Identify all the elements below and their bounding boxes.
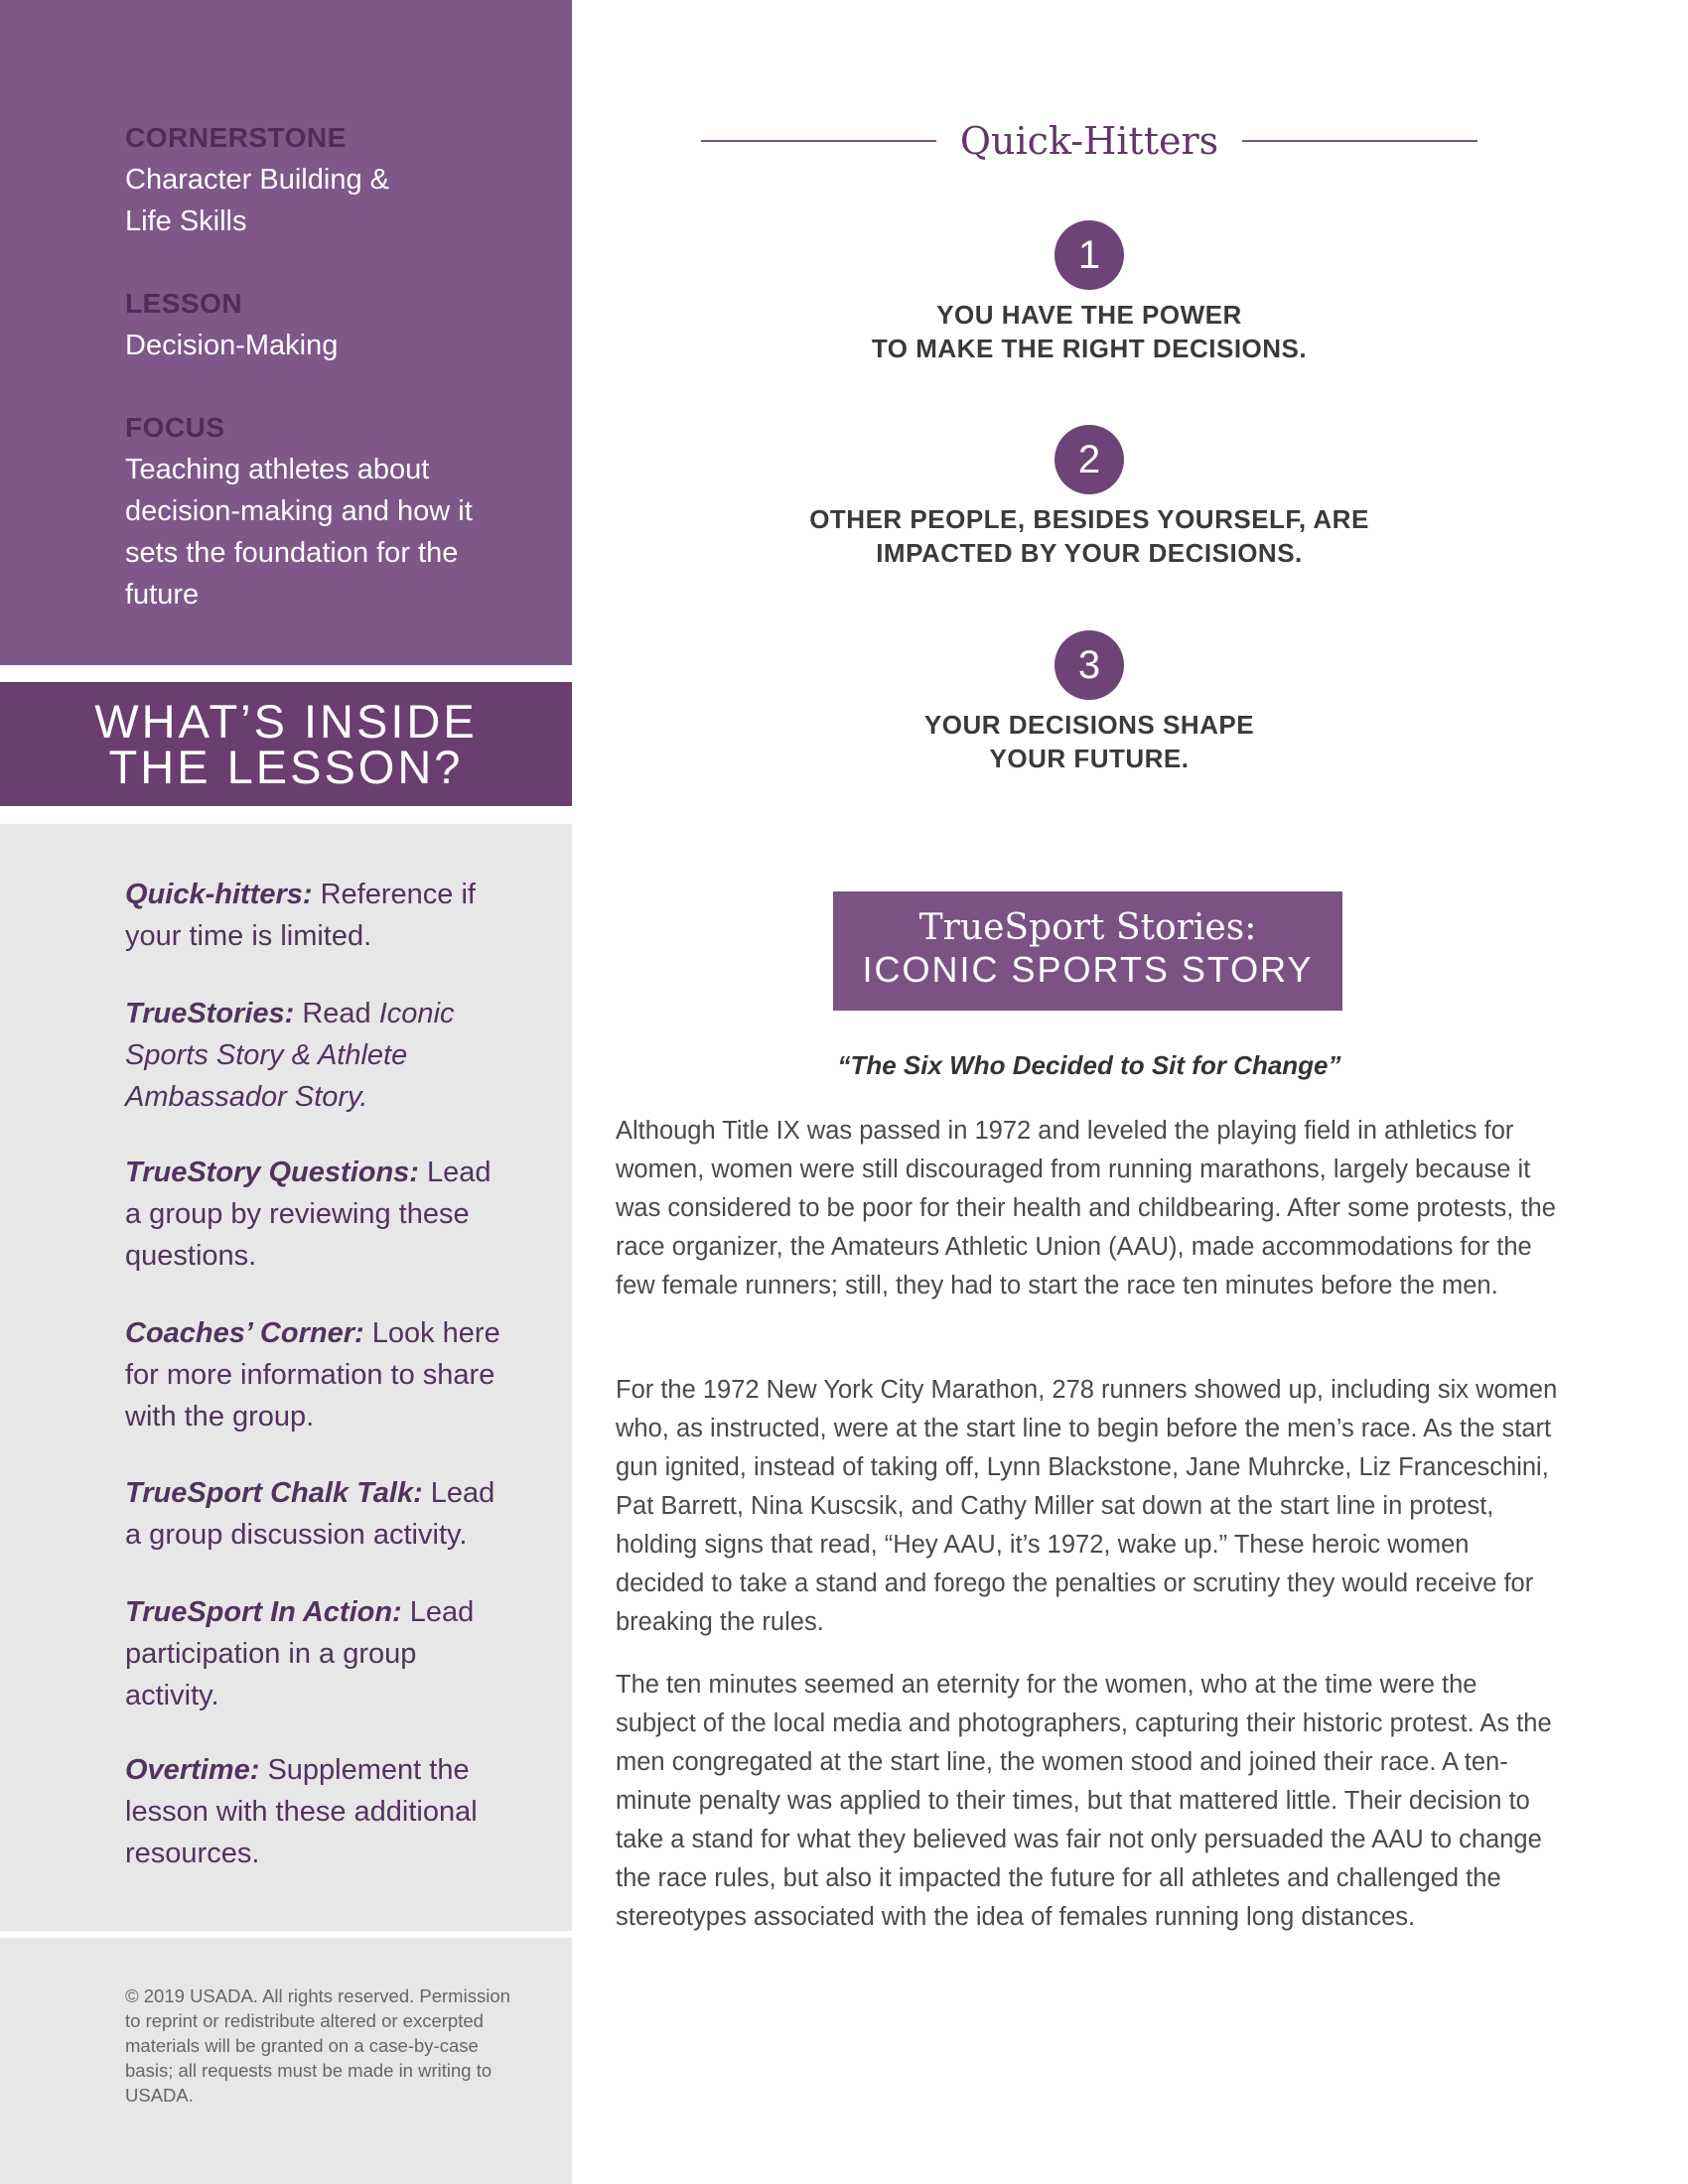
- inside-item-term: Overtime:: [125, 1754, 260, 1786]
- inside-item-text: Look here for more information to share with the group.: [125, 1317, 500, 1433]
- focus-label: FOCUS: [125, 412, 225, 443]
- cornerstone-value: Character Building & Life Skills: [125, 164, 389, 237]
- inside-item-coaches-corner: [125, 1312, 512, 1437]
- inside-item-in-action: [125, 1591, 512, 1716]
- story-paragraph-1: Although Title IX was passed in 1972 and leveled the playing field in athletics for women, women were still discouraged from running marathons, largely because it was considered to be poor for their health and childbearing. After some protests, the race organizer, the Amateurs Athletic Union (AAU), made accommodations for the few female runners; still, they had to start the race ten minutes before the men.: [616, 1117, 1556, 1299]
- inside-item-text: Reference if your time is limited.: [125, 879, 476, 952]
- inside-item-text: Read: [294, 998, 379, 1029]
- story-paragraph-3: The ten minutes seemed an eternity for the women, who at the time were the subject of the local media and photographers, capturing their historic protest. As the men congregated at the start line, the women stood and joined their race. A ten-minute penalty was applied to their times, but that mattered little. Their decision to take a stand for what they believed was fair not only persuaded the AAU to change the race rules, but also it impacted the future for all athletes and challenged the stereotypes associated with the idea of females running long distances.: [616, 1671, 1552, 1931]
- inside-item-text: Lead participation in a group activity.: [125, 1596, 475, 1711]
- lesson-block: [125, 283, 522, 366]
- quick-hitter-2: [701, 425, 1477, 570]
- inside-item-truestories: [125, 993, 512, 1118]
- story-title: “The Six Who Decided to Sit for Change”: [837, 1050, 1341, 1080]
- inside-item-emphasis: Iconic Sports Story & Athlete Ambassador Story.: [125, 998, 455, 1113]
- number-badge: 1: [1055, 220, 1124, 290]
- copyright-notice: © 2019 USADA. All rights reserved. Permission to reprint or redistribute altered or excerpted materials will be granted on a case-by-case basis; all requests must be made in writing to USADA.: [125, 1985, 510, 2106]
- lesson-label: LESSON: [125, 288, 243, 319]
- divider-line-left: [701, 140, 936, 142]
- inside-item-truestory-questions: [125, 1152, 512, 1277]
- quick-hitters-header: [701, 111, 1477, 171]
- inside-item-term: TrueSport Chalk Talk:: [125, 1477, 423, 1509]
- inside-item-term: Quick-hitters:: [125, 879, 313, 910]
- lesson-info-panel: [0, 0, 572, 665]
- quick-hitter-text: YOUR DECISIONS SHAPE YOUR FUTURE.: [923, 710, 1255, 773]
- inside-item-quick-hitters: [125, 874, 512, 957]
- inside-item-overtime: [125, 1749, 512, 1874]
- focus-block: [125, 407, 492, 615]
- quick-hitter-1: [701, 220, 1477, 365]
- quick-hitter-3: [701, 630, 1477, 775]
- focus-value: Teaching athletes about decision-making and how it sets the foundation for the future: [125, 454, 473, 611]
- whats-inside-list: [0, 824, 572, 1931]
- whats-inside-title-line2: THE LESSON?: [108, 740, 464, 793]
- inside-item-term: TrueStories:: [125, 998, 295, 1029]
- divider-line-right: [1242, 140, 1477, 142]
- number-badge: 2: [1055, 425, 1124, 494]
- inside-item-text: Lead a group discussion activity.: [125, 1477, 495, 1551]
- quick-hitters-title: Quick-Hitters: [959, 119, 1219, 163]
- quick-hitter-text: OTHER PEOPLE, BESIDES YOURSELF, ARE IMPACTED BY YOUR DECISIONS.: [809, 504, 1369, 568]
- whats-inside-banner: [0, 682, 572, 806]
- story-paragraph-2: For the 1972 New York City Marathon, 278 runners showed up, including six women who, as instructed, were at the start line to begin before the men’s race. As the start gun ignited, instead of taking off, Lynn Blackstone, Jane Muhrcke, Liz Franceschini, Pat Barrett, Nina Kuscsik, and Cathy Miller sat down at the start line in protest, holding signs that read, “Hey AAU, it’s 1972, wake up.” These heroic women decided to take a stand and forego the penalties or scrutiny they would receive for breaking the rules.: [616, 1376, 1558, 1636]
- cornerstone-block: [125, 117, 522, 242]
- inside-item-text: Lead a group by reviewing these questions.: [125, 1157, 492, 1272]
- number-badge: 3: [1055, 630, 1124, 700]
- inside-item-text: Supplement the lesson with these additional resources.: [125, 1754, 478, 1869]
- lesson-value: Decision-Making: [125, 330, 339, 361]
- quick-hitter-text: YOU HAVE THE POWER TO MAKE THE RIGHT DECISIONS.: [871, 300, 1308, 363]
- inside-item-term: TrueSport In Action:: [125, 1596, 402, 1628]
- stories-banner-title: TrueSport Stories:: [918, 907, 1257, 948]
- inside-item-chalk-talk: [125, 1472, 512, 1556]
- copyright-panel: [0, 1938, 572, 2184]
- whats-inside-title-line1: WHAT’S INSIDE: [94, 694, 478, 748]
- stories-banner-subtitle: ICONIC SPORTS STORY: [862, 949, 1314, 990]
- inside-item-term: TrueStory Questions:: [125, 1157, 419, 1188]
- truesport-stories-banner: [833, 891, 1342, 1011]
- inside-item-term: Coaches’ Corner:: [125, 1317, 364, 1349]
- cornerstone-label: CORNERSTONE: [125, 122, 347, 153]
